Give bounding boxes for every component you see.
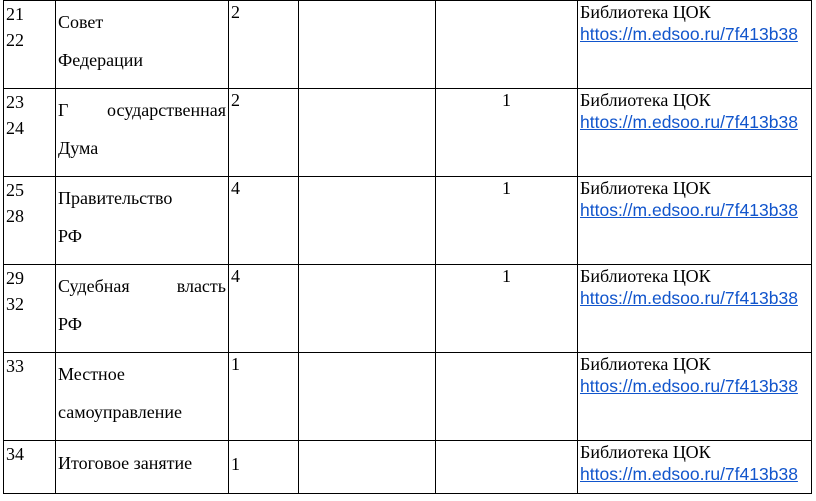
- hours-cell: 1: [229, 353, 299, 441]
- topic-line: Федерации: [58, 50, 144, 70]
- control-cell: [299, 265, 436, 353]
- lesson-number-cell: [4, 1, 56, 89]
- lesson-number: 23: [6, 92, 24, 112]
- resource-link[interactable]: httos://m.edsoo.ru/7f413b38: [580, 464, 798, 484]
- lesson-number: 25: [6, 180, 24, 200]
- table-row: [4, 441, 812, 494]
- topic-line: Дума: [58, 138, 99, 158]
- resource-link[interactable]: httos://m.edsoo.ru/7f413b38: [580, 112, 798, 132]
- control-cell: [299, 1, 436, 89]
- lesson-number-cell: [4, 353, 56, 441]
- topic-line: РФ: [58, 226, 82, 246]
- hours-cell: 4: [229, 265, 299, 353]
- practice-cell: [436, 441, 578, 494]
- lesson-number-cell: [4, 441, 56, 494]
- table-row: [4, 265, 812, 353]
- practice-cell: [436, 1, 578, 89]
- lesson-number: 22: [6, 30, 24, 50]
- topic-line: РФ: [58, 314, 82, 334]
- resource-title: Библиотека ЦОК: [580, 178, 711, 198]
- lesson-number: 32: [6, 294, 24, 314]
- control-cell: [299, 177, 436, 265]
- lesson-number-cell: [4, 89, 56, 177]
- resource-cell: [578, 353, 812, 441]
- lesson-number: 34: [6, 444, 24, 464]
- resource-cell: [578, 1, 812, 89]
- hours-cell: 1: [229, 441, 299, 494]
- resource-cell: [578, 441, 812, 494]
- topic-line: самоуправление: [58, 402, 183, 422]
- resource-title: Библиотека ЦОК: [580, 354, 711, 374]
- practice-cell: [436, 353, 578, 441]
- hours-cell: 2: [229, 1, 299, 89]
- lesson-number-cell: [4, 177, 56, 265]
- resource-cell: [578, 177, 812, 265]
- hours-cell: 4: [229, 177, 299, 265]
- practice-cell: 1: [436, 177, 578, 265]
- topic-line: Местное: [58, 364, 125, 384]
- lesson-number-cell: [4, 265, 56, 353]
- table-row: [4, 177, 812, 265]
- topic-cell: [56, 441, 229, 494]
- topic-line: Совет: [58, 12, 104, 32]
- control-cell: [299, 89, 436, 177]
- resource-link[interactable]: httos://m.edsoo.ru/7f413b38: [580, 24, 798, 44]
- practice-cell: 1: [436, 89, 578, 177]
- practice-cell: 1: [436, 265, 578, 353]
- table-row: [4, 1, 812, 89]
- resource-link[interactable]: httos://m.edsoo.ru/7f413b38: [580, 200, 798, 220]
- resource-cell: [578, 89, 812, 177]
- lesson-number: 28: [6, 206, 24, 226]
- resource-link[interactable]: httos://m.edsoo.ru/7f413b38: [580, 288, 798, 308]
- topic-line: Судебная власть: [58, 276, 226, 296]
- resource-title: Библиотека ЦОК: [580, 442, 711, 462]
- lesson-number: 33: [6, 356, 24, 376]
- hours-cell: 2: [229, 89, 299, 177]
- control-cell: [299, 441, 436, 494]
- table-row: [4, 89, 812, 177]
- resource-link[interactable]: httos://m.edsoo.ru/7f413b38: [580, 376, 798, 396]
- topic-cell: [56, 265, 229, 353]
- resource-title: Библиотека ЦОК: [580, 90, 711, 110]
- resource-title: Библиотека ЦОК: [580, 2, 711, 22]
- topic-cell: [56, 89, 229, 177]
- curriculum-table: [3, 0, 812, 494]
- topic-cell: [56, 1, 229, 89]
- topic-line: Правительство: [58, 188, 173, 208]
- lesson-number: 24: [6, 118, 24, 138]
- control-cell: [299, 353, 436, 441]
- topic-line: Итоговое занятие: [58, 453, 193, 473]
- topic-cell: [56, 177, 229, 265]
- table-row: [4, 353, 812, 441]
- topic-cell: [56, 353, 229, 441]
- topic-line: Г осударственная: [58, 100, 226, 120]
- lesson-number: 29: [6, 268, 24, 288]
- resource-cell: [578, 265, 812, 353]
- lesson-number: 21: [6, 4, 24, 24]
- resource-title: Библиотека ЦОК: [580, 266, 711, 286]
